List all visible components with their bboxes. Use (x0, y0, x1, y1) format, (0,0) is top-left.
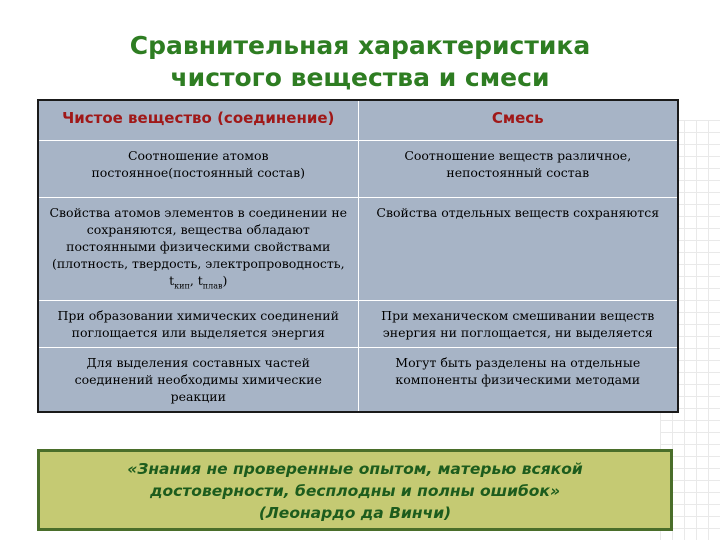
page-title (0, 30, 720, 94)
table-header-row (38, 100, 678, 140)
cell-mixture-energy: При механическом смешивании веществ энергия ни поглощается, ни выделяется (358, 301, 678, 348)
quote-author: (Леонардо да Винчи) (258, 504, 452, 522)
closing-paren: ) (222, 272, 228, 288)
table-row (38, 348, 678, 413)
melting-temp-symbol: t (197, 272, 203, 288)
comparison-table (37, 99, 679, 413)
cell-pure-composition: Соотношение атомов постоянное(постоянный состав) (38, 140, 358, 197)
table-row (38, 140, 678, 197)
header-mixture: Смесь (358, 100, 678, 140)
cell-pure-separation: Для выделения составных частей соединений необходимы химические реакции (38, 348, 358, 413)
melting-subscript: плав (202, 281, 223, 290)
temp-separator: , (189, 272, 198, 288)
boiling-subscript: кип (174, 281, 190, 290)
cell-mixture-separation: Могут быть разделены на отдельные компоненты физическими методами (358, 348, 678, 413)
quote-line-1: «Знания не проверенные опытом, матерью всякой (127, 460, 583, 478)
header-pure-substance: Чистое вещество (соединение) (38, 100, 358, 140)
boiling-temp-symbol: t (169, 272, 175, 288)
cell-pure-properties-text: Свойства атомов элементов в соединении не сохраняются, вещества обладают постоянными физическими свойствами (плотность, твердость, электропроводность, (49, 204, 348, 271)
cell-mixture-composition: Соотношение веществ различное, непостоянный состав (358, 140, 678, 197)
quote-box (37, 449, 673, 531)
cell-pure-energy: При образовании химических соединений поглощается или выделяется энергия (38, 301, 358, 348)
title-line-1: Сравнительная характеристика (129, 31, 591, 60)
quote-line-2: достоверности, бесплодны и полны ошибок» (149, 482, 561, 500)
title-line-2: чистого вещества и смеси (170, 63, 550, 92)
table-row (38, 197, 678, 301)
cell-mixture-properties: Свойства отдельных веществ сохраняются (358, 197, 678, 301)
cell-pure-properties (38, 197, 358, 301)
table-row (38, 301, 678, 348)
